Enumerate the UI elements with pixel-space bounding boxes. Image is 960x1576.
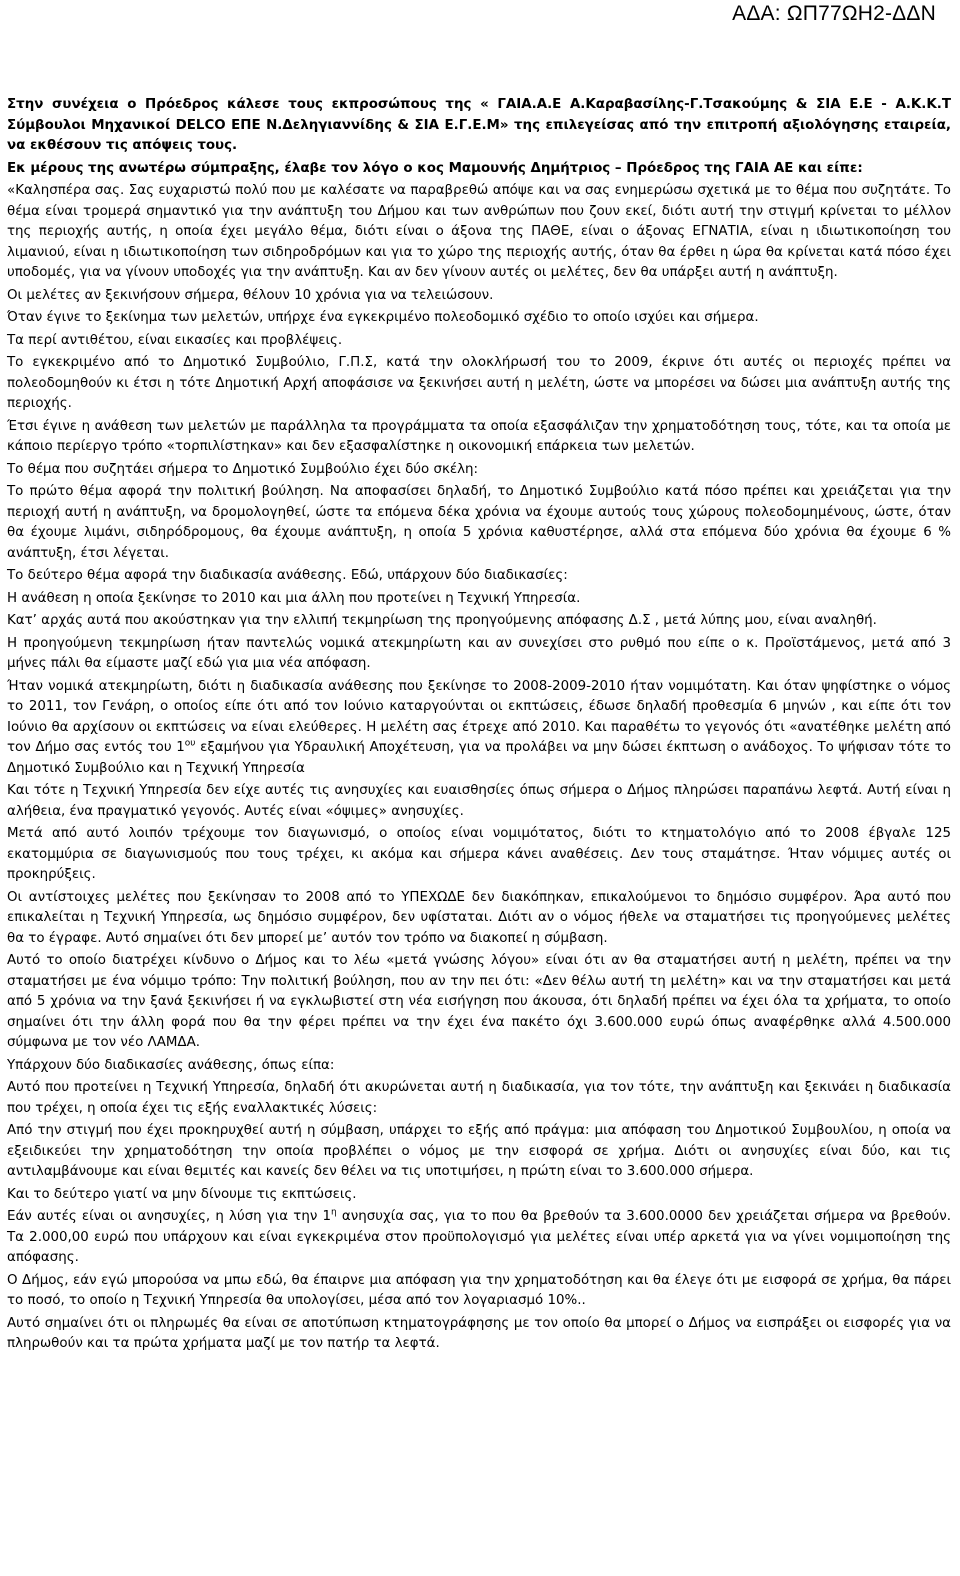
paragraph-22-part-a: Εάν αυτές είναι οι ανησυχίες, η λύση για την 1 bbox=[7, 1209, 332, 1224]
paragraph-9: Το δεύτερο θέμα αφορά την διαδικασία ανάθεσης. Εδώ, υπάρχουν δύο διαδικασίες: bbox=[7, 568, 568, 583]
paragraph-10: Η ανάθεση η οποία ξεκίνησε το 2010 και μια άλλη που προτείνει η Τεχνική Υπηρεσία. bbox=[7, 590, 581, 606]
paragraph-1: «Καλησπέρα σας. Σας ευχαριστώ πολύ που με καλέσατε να παραβρεθώ απόψε και να σας ενημερώσω σχετικά με το θέμα που συζητάτε. Το θέμα είναι τρομερά σημαντικό για την ανάπτυξη του Δήμου και των ανθρώπων που ζουν εκεί, διότι αυτή την στιγμή κρίνεται το μέλλον της περιοχής αυτής, η οποία έχει μεγάλο θέμα, διότι είναι ο άξονα της ΠΑΘΕ, είναι ο άξονας ΕΓΝΑΤΙΑ, είναι η ιδιωτικοποίηση του λιμανιού, είναι η ιδιωτικοποίηση των σιδηροδρόμων και για το χώρο της περιοχής αυτής, όταν θα έρθει η ώρα θα κρίνεται κατά πόσο έχει υποδομές, για να γίνουν υποδοχές για την ανάπτυξη. Και αν δεν γίνουν αυτές οι μελέτες, δεν θα υπάρξει αυτή η ανάπτυξη. bbox=[7, 183, 951, 280]
paragraph-13-part-b: εξαμήνου για Υδραυλική Αποχέτευση, για να προλάβει να μην δώσει έκπτωση ο ανάδοχος. Το ψήφισαν τότε το Δημοτικό Συμβούλιο και η Τεχνική Υπηρεσία bbox=[7, 740, 951, 776]
paragraph-15: Μετά από αυτό λοιπόν τρέχουμε τον διαγωνισμό, ο οποίος είναι νομιμότατος, διότι το κτηματολόγιο από το 2008 έβγαλε 125 εκατομμύρια σε διαγωνισμούς που τους τρέχει, κι ακόμα και σήμερα κάνει αναθέσεις. Δεν τους σταμάτησε. Ήταν νόμιμες αυτές οι προκηρύξεις. bbox=[7, 826, 951, 882]
paragraph-2: Οι μελέτες αν ξεκινήσουν σήμερα, θέλουν 10 χρόνια για να τελειώσουν. bbox=[7, 287, 494, 303]
paragraph-3: Όταν έγινε το ξεκίνημα των μελετών, υπήρχε ένα εγκεκριμένο πολεοδομικό σχέδιο το οποίο ισχύει και σήμερα. bbox=[7, 310, 759, 325]
paragraph-21: Και το δεύτερο γιατί να μην δίνουμε τις εκπτώσεις. bbox=[7, 1186, 357, 1202]
ada-code: ΑΔΑ: ΩΠ77ΩΗ2-ΔΔΝ bbox=[732, 2, 936, 25]
paragraph-11: Κατ’ αρχάς αυτά που ακούστηκαν για την ελλιπή τεκμηρίωση της προηγούμενης απόφασης Δ.Σ , μετά λύπης μου, είναι αναληθή. bbox=[7, 613, 877, 628]
paragraph-23: Ο Δήμος, εάν εγώ μπορούσα να μπω εδώ, θα έπαιρνε μια απόφαση για την χρηματοδότηση και θα έλεγε ότι με εισφορά σε χρήμα, θα πάρει το ποσό, το οποίο η Τεχνική Υπηρεσία θα υπολογίσει, μέσα από τον λογαριασμό 10%.. bbox=[7, 1272, 951, 1308]
superscript-ou: ου bbox=[184, 738, 196, 749]
paragraph-12: Η προηγούμενη τεκμηρίωση ήταν παντελώς νομικά ατεκμηρίωτη και αν συνεχίσει στο ρυθμό που είπε ο κ. Προϊστάμενος, μετά από 3 μήνες πάλι θα είμαστε μαζί εδώ για μια νέα απόφαση. bbox=[7, 635, 951, 671]
paragraph-6: Έτσι έγινε η ανάθεση των μελετών με παράλληλα τα προγράμματα τα οποία εξασφάλιζαν την χρηματοδότηση τους, τότε, και τα οποία με κάποιο περίεργο τρόπο «τορπιλίστηκαν» και δεν εξασφαλίστηκε η οικονομική επάρκεια των μελετών. bbox=[7, 418, 951, 454]
paragraph-18: Υπάρχουν δύο διαδικασίες ανάθεσης, όπως είπα: bbox=[7, 1057, 335, 1073]
paragraph-5: Το εγκεκριμένο από το Δημοτικό Συμβούλιο, Γ.Π.Σ, κατά την ολοκλήρωσή του το 2009, έκρινε ότι αυτές οι περιοχές πρέπει να πολεοδομηθούν κι έτσι η τότε Δημοτική Αρχή αποφάσισε να ξεκινήσει αυτή η μελέτη, ώστε να μπορέσει να δώσει μια ανάπτυξη αυτής της περιοχής. bbox=[7, 355, 951, 411]
paragraph-16: Οι αντίστοιχες μελέτες που ξεκίνησαν το 2008 από το ΥΠΕΧΩΔΕ δεν διακόπηκαν, επικαλούμενοι το δημόσιο συμφέρον. Άρα αυτό που επικαλείται η Τεχνική Υπηρεσία, ως δημόσιο συμφέρον, δεν υφίσταται. Διότι αν ο νόμος ήθελε να σταματήσει τις προηγούμενες μελέτες θα το έγραφε. Αυτό σημαίνει ότι δεν μπορεί με’ αυτόν τον τρόπο να διακοπεί η σύμβαση. bbox=[7, 889, 951, 946]
paragraph-13 bbox=[7, 677, 951, 780]
paragraph-20: Από την στιγμή που έχει προκηρυχθεί αυτή η σύμβαση, υπάρχει το εξής από πράγμα: μια απόφαση του Δημοτικού Συμβουλίου, η οποία να εξειδικεύει την χρηματοδότηση την οποία προβλέπει ο νόμος με την εισφορά σε χρήμα. Διότι οι ανησυχίες είναι δύο, και τις αντιλαμβάνουμε και είναι θεμιτές και κανείς δεν θέλει να τις υποτιμήσει, η πρώτη είναι το 3.600.000 σήμερα. bbox=[7, 1123, 951, 1179]
superscript-i: η bbox=[331, 1207, 337, 1218]
paragraph-13-part-a: Ήταν νομικά ατεκμηρίωτη, διότι η διαδικασία ανάθεσης που ξεκίνησε το 2008-2009-2010 ήταν νομιμότατη. Και όταν ψηφίστηκε ο νόμος το 2011, τον Γενάρη, ο οποίος είπε ότι από τον Ιούνιο καταργούνται οι εκπτώσεις, έδωσε δηλαδή προθεσμία 6 μηνών , και είπε ότι τον Ιούνιο θα αρχίσουν οι εκπτώσεις να είναι ελεύθερες. Η μελέτη σας έτρεχε από 2010. Και παραθέτω το γεγονός ότι «ανατέθηκε μελέτη από τον Δήμο σας εντός του 1 bbox=[7, 678, 951, 755]
paragraph-4: Τα περί αντιθέτου, είναι εικασίες και προβλέψεις. bbox=[7, 332, 343, 348]
document-body bbox=[7, 95, 951, 1357]
paragraph-7: Το θέμα που συζητάει σήμερα το Δημοτικό Συμβούλιο έχει δύο σκέλη: bbox=[7, 461, 479, 477]
paragraph-8: Το πρώτο θέμα αφορά την πολιτική βούληση. Να αποφασίσει δηλαδή, το Δημοτικό Συμβούλιο κατά πόσο πρέπει και χρειάζεται για την περιοχή αυτή η ανάπτυξη, να δρομολογηθεί, ώστε τα επόμενα δέκα χρόνια να έχουμε αυτούς τους χώρους πολεοδομημένους, ώστε, όταν θα έχουμε λιμάνι, σιδηρόδρομους, θα έχουμε ανάπτυξη, η οποία 5 χρόνια καθυστέρησε, αλλά στα επόμενα δύο χρόνια θα έχουμε 6 % ανάπτυξη, έτσι λέγεται. bbox=[7, 484, 951, 561]
paragraph-19: Αυτό που προτείνει η Τεχνική Υπηρεσία, δηλαδή ότι ακυρώνεται αυτή η διαδικασία, για τον τότε, την ανάπτυξη και ξεκινάει η διαδικασία που τρέχει, η οποία έχει τις εξής εναλλακτικές λύσεις: bbox=[7, 1080, 951, 1116]
paragraph-22 bbox=[7, 1207, 951, 1269]
paragraph-22-part-b: ανησυχία σας, για το που θα βρεθούν τα 3.600.0000 δεν χρειάζεται σήμερα να βρεθούν. Τα 2.000,00 ευρώ που υπάρχουν και είναι εγκεκριμένα στον προϋπολογισμό για μελέτες είναι υπέρ αρκετά για να γίνει νομιμοποίηση της απόφασης. bbox=[7, 1209, 951, 1265]
paragraph-17: Αυτό το οποίο διατρέχει κίνδυνο ο Δήμος και το λέω «μετά γνώσης λόγου» είναι ότι αν θα σταματήσει αυτή η μελέτη, πρέπει να την σταματήσει με ένα νόμιμο τρόπο: Την πολιτική βούληση, που αν την πει ότι: «Δεν θέλω αυτή τη μελέτη» και να την σταματήσει και μετά από 5 χρόνια να την ξανά ξεκινήσει ή να εγκλωβιστεί στη νέα εισήγηση που άκουσα, ότι δηλαδή πρέπει να έχει όλα τα χρήματα, το οποίο σημαίνει ότι την άλλη φορά που θα την φέρει πρέπει να την έχει ένα πακέτο όχι 3.600.000 ευρώ όπως αναφέρθηκε αλλά 4.500.000 σύμφωνα με τον νέο ΛΑΜΔΑ. bbox=[7, 953, 951, 1050]
intro-paragraph-2: Εκ μέρους της ανωτέρω σύμπραξης, έλαβε τον λόγο ο κος Μαμουνής Δημήτριος – Πρόεδρος της ΓΑΙΑ ΑΕ και είπε: bbox=[7, 160, 863, 176]
paragraph-24: Αυτό σημαίνει ότι οι πληρωμές θα είναι σε αποτύπωση κτηματογράφησης με τον οποίο θα μπορεί ο Δήμος να εισπράξει οι εισφορές για να πληρωθούν και τα πρώτα χρήματα μαζί με τον πατήρ τα λεφτά. bbox=[7, 1315, 951, 1351]
intro-paragraph-1: Στην συνέχεια ο Πρόεδρος κάλεσε τους εκπροσώπους της « ΓΑΙΑ.Α.Ε Α.Καραβασίλης-Γ.Τσακούμης & ΣΙΑ Ε.Ε - Α.Κ.Κ.Τ Σύμβουλοι Μηχανικοί DELCO ΕΠΕ Ν.Δεληγιαννίδης & ΣΙΑ Ε.Γ.Ε.Μ» της επιλεγείσας από την επιτροπή αξιολόγησης εταιρεία, να εκθέσουν τις απόψεις τους. bbox=[7, 97, 951, 153]
paragraph-14: Και τότε η Τεχνική Υπηρεσία δεν είχε αυτές τις ανησυχίες και ευαισθησίες όπως σήμερα ο Δήμος πληρώσει παραπάνω λεφτά. Αυτή είναι η αλήθεια, ένα πραγματικό γεγονός. Αυτές είναι «όψιμες» ανησυχίες. bbox=[7, 783, 951, 819]
